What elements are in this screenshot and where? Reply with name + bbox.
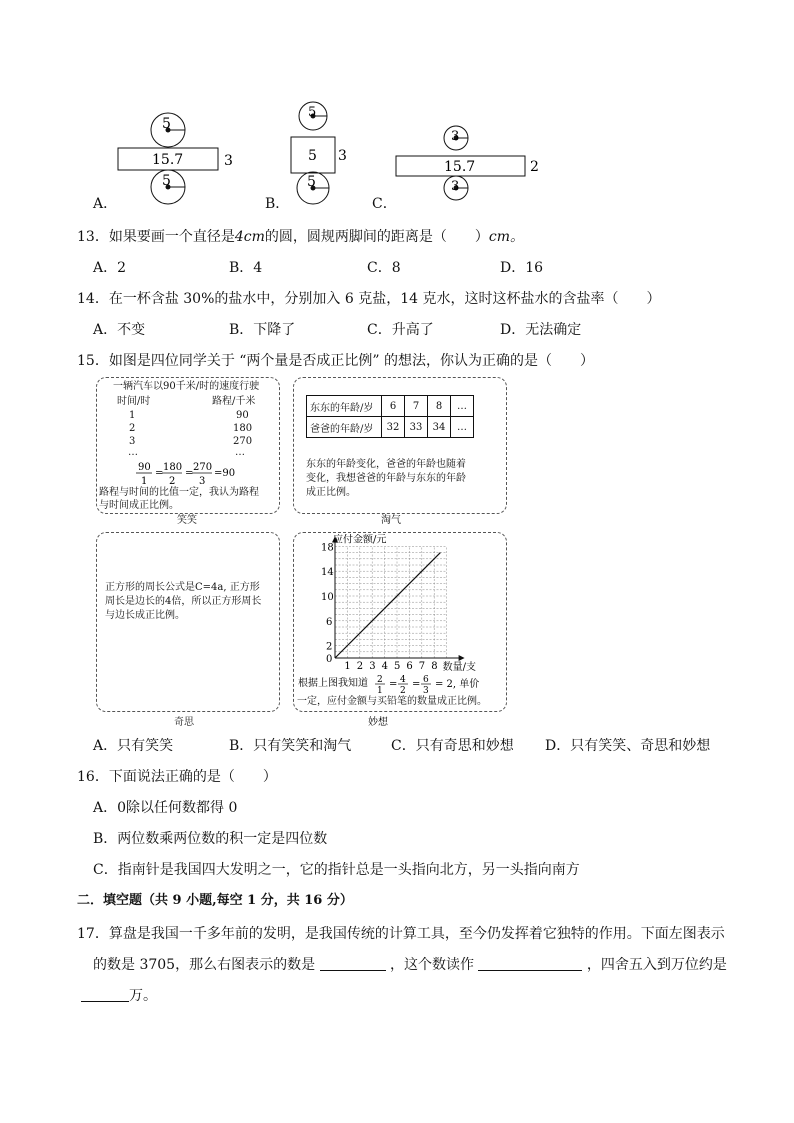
q12-option-c-label[interactable]: C． — [372, 196, 397, 212]
xiaoxiao-col2: 路程/千米 — [212, 396, 256, 407]
miaoxiang-line1 — [297, 673, 507, 695]
ratio-den-3: 3 — [199, 476, 206, 487]
q12-option-c-figure — [396, 126, 539, 200]
xiaoxiao-title: 一辆汽车以90千米/时的速度行驶 — [113, 381, 260, 392]
y-tick-label: 10 — [321, 592, 334, 603]
y-tick-label: 2 — [326, 641, 333, 653]
q12-option-a-figure — [118, 113, 233, 204]
q12-figures — [100, 100, 560, 212]
q16-option-b[interactable]: B．两位数乘两位数的积一定是四位数 — [93, 831, 328, 847]
q14-option-b[interactable]: B．下降了 — [229, 322, 296, 338]
xiaoxiao-name: 笑笑 — [177, 515, 197, 526]
taoqi-name: 淘气 — [381, 515, 401, 526]
q16-stem: 16．下面说法正确的是（ ） — [77, 769, 277, 785]
y-tick-label: 14 — [321, 567, 334, 579]
x-tick-label: 8 — [431, 661, 438, 672]
frac-den-3: 3 — [423, 686, 429, 695]
table-cell: 东东的年龄/岁 — [307, 396, 382, 417]
table-row — [307, 417, 474, 438]
y-axis-label: 应付金额/元 — [333, 534, 387, 546]
frac-den-1: 1 — [377, 686, 383, 695]
price-chart — [295, 534, 505, 674]
y-tick-label: 18 — [321, 542, 334, 554]
xiaoxiao-row1-d: 90 — [236, 410, 249, 421]
q16-option-c[interactable]: C．指南针是我国四大发明之一，它的指针总是一头指向北方，另一头指向南方 — [93, 862, 580, 878]
q13-option-c[interactable]: C．8 — [367, 260, 401, 276]
ratio-den-2: 2 — [169, 476, 176, 487]
q12-option-a-label[interactable]: A． — [93, 196, 118, 212]
table-cell: 8 — [428, 396, 451, 417]
series-line — [335, 553, 440, 658]
xiaoxiao-row4-t: … — [128, 447, 138, 458]
q12-a-circle-bot: 5 — [162, 173, 171, 189]
x-tick-label: 5 — [394, 661, 401, 672]
x-tick-label: 6 — [406, 661, 413, 672]
x-tick-label: 3 — [369, 661, 376, 672]
q15-option-c[interactable]: C．只有奇思和妙想 — [391, 738, 514, 754]
q17-blank-1[interactable] — [320, 956, 386, 971]
ratio-den-1: 1 — [141, 476, 148, 487]
table-cell: … — [451, 396, 474, 417]
table-cell: 32 — [382, 417, 405, 438]
table-cell: 6 — [382, 396, 405, 417]
x-tick-label: 2 — [356, 661, 364, 672]
xiaoxiao-text2: 与时间成正比例。 — [99, 500, 179, 511]
table-cell: … — [451, 417, 474, 438]
xiaoxiao-col1: 时间/时 — [117, 396, 151, 407]
q13-option-b[interactable]: B．4 — [229, 260, 263, 276]
q12-c-circle-bot: 3 — [451, 179, 460, 194]
frac-num-1: 2 — [377, 675, 383, 685]
table-cell: 爸爸的年龄/岁 — [307, 417, 382, 438]
xiaoxiao-row3-t: 3 — [129, 436, 136, 447]
section-2-title: 二．填空题（共 9 小题,每空 1 分，共 16 分） — [77, 893, 353, 908]
taoqi-text3: 成正比例。 — [306, 487, 356, 498]
miaoxiang-text-post: = 2, 单价 — [435, 679, 480, 690]
qisi-text1: 正方形的周长公式是C=4a, 正方形 — [105, 582, 260, 593]
ratio-result: =90 — [214, 468, 236, 479]
q12-b-side: 3 — [338, 148, 347, 164]
frac-num-2: 4 — [400, 675, 406, 685]
x-axis-arrow — [459, 655, 465, 661]
q12-option-b-label[interactable]: B． — [265, 196, 290, 212]
q17-blank-2[interactable] — [478, 956, 582, 971]
x-tick-label: 4 — [381, 661, 388, 672]
table-cell: 7 — [405, 396, 428, 417]
q13-option-d[interactable]: D．16 — [500, 260, 544, 276]
q14-stem: 14．在一杯含盐 30%的盐水中，分别加入 6 克盐，14 克水，这时这杯盐水的含盐率（ ） — [77, 291, 661, 307]
q15-option-d[interactable]: D．只有笑笑、奇思和妙想 — [545, 738, 711, 754]
ratio-num-3: 270 — [193, 462, 213, 473]
frac-den-2: 2 — [400, 686, 406, 695]
x-tick-label: 7 — [418, 661, 426, 672]
q12-b-circle-bot: 5 — [307, 174, 316, 190]
svg-text:=: = — [155, 468, 164, 479]
taoqi-text1: 东东的年龄变化，爸爸的年龄也随着 — [306, 459, 466, 470]
q17-blank-3[interactable] — [81, 987, 129, 1002]
table-cell: 34 — [428, 417, 451, 438]
qisi-text3: 与边长成正比例。 — [105, 610, 185, 621]
q14-option-a[interactable]: A．不变 — [93, 322, 146, 338]
q12-option-b-figure — [291, 102, 347, 204]
table-row — [307, 396, 474, 417]
miaoxiang-name: 妙想 — [368, 717, 388, 728]
svg-text:=: = — [389, 679, 398, 690]
qisi-card — [96, 532, 280, 712]
q15-option-b[interactable]: B．只有笑笑和淘气 — [229, 738, 352, 754]
table-cell: 33 — [405, 417, 428, 438]
q15-stem: 15．如图是四位同学关于 “两个量是否成正比例” 的想法，你认为正确的是（ ） — [77, 353, 595, 369]
svg-text:=: = — [185, 468, 194, 479]
xiaoxiao-row2-d: 180 — [233, 423, 253, 434]
y-tick-label: 0 — [326, 654, 333, 665]
q12-a-side: 3 — [224, 153, 233, 169]
q17-line3: 万。 — [81, 987, 157, 1005]
q12-b-rect: 5 — [308, 148, 317, 164]
taoqi-age-table — [306, 395, 474, 438]
q12-c-circle-top: 3 — [451, 129, 460, 144]
q12-a-rect: 15.7 — [152, 152, 184, 168]
q13-stem: 13．如果要画一个直径是4cm的圆，圆规两脚间的距离是（ ）cm。 — [77, 229, 524, 245]
svg-text:=: = — [412, 679, 421, 690]
miaoxiang-text-pre: 根据上图我知道 — [298, 678, 368, 689]
q17-line2: 的数是 3705，那么右图表示的数是 ，这个数读作 ，四舍五入到万位约是 — [93, 957, 727, 973]
q12-b-circle-top: 5 — [308, 105, 317, 120]
xiaoxiao-row2-t: 2 — [129, 423, 136, 434]
y-tick-label: 6 — [326, 616, 333, 628]
ratio-num-1: 90 — [138, 462, 151, 473]
xiaoxiao-row3-d: 270 — [233, 436, 253, 447]
q14-option-d[interactable]: D．无法确定 — [500, 322, 582, 338]
miaoxiang-text2: 一定，应付金额与买铅笔的数量成正比例。 — [297, 696, 487, 707]
xiaoxiao-row1-t: 1 — [129, 410, 136, 421]
q12-a-circle-top: 5 — [162, 116, 171, 132]
taoqi-text2: 变化，我想爸爸的年龄与东东的年龄 — [306, 473, 466, 484]
ratio-num-2: 180 — [163, 462, 183, 473]
frac-num-3: 6 — [423, 675, 429, 685]
q12-c-side: 2 — [530, 159, 539, 175]
q16-option-a[interactable]: A．0除以任何数都得 0 — [93, 800, 238, 816]
qisi-name: 奇思 — [174, 717, 194, 728]
xiaoxiao-text1: 路程与时间的比值一定，我认为路程 — [99, 487, 259, 498]
xiaoxiao-row4-d: … — [235, 447, 245, 458]
q12-c-rect: 15.7 — [444, 159, 476, 175]
x-tick-label: 1 — [344, 661, 351, 672]
xiaoxiao-ratio — [134, 459, 244, 487]
q17-line1: 17．算盘是我国一千多年前的发明，是我国传统的计算工具，至今仍发挥着它独特的作用。下面左图表示 — [77, 926, 725, 942]
q13-option-a[interactable]: A．2 — [93, 260, 127, 276]
qisi-text2: 周长是边长的4倍，所以正方形周长 — [105, 596, 262, 607]
x-axis-label: 数量/支 — [442, 662, 476, 673]
q14-option-c[interactable]: C．升高了 — [367, 322, 434, 338]
q15-option-a[interactable]: A．只有笑笑 — [93, 738, 174, 754]
